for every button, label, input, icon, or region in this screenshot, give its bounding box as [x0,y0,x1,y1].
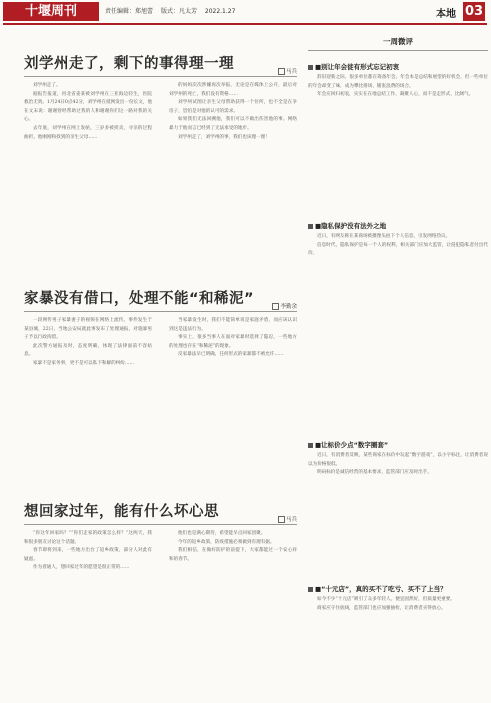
paragraph: 刘学州试图让亲生父母帮助获得一个住所，也不全是在争房子，恐怕是对他的认可的需求。 [169,100,297,114]
title-divider [24,524,297,525]
paragraph: 去年底，刘学州在网上发帖，三岁多被拐卖，寻亲的过程曲折。他刚刚和找到的亲生父母…… [24,125,152,140]
sidebar-section-heading: ■让标价少点“数字圈套” [308,440,488,449]
paragraph: 事实上，很多当事人在面对家暴时选择了隐忍，一些地方的处理也存在“和稀泥”的现象。 [169,335,297,349]
page-number: 03 [464,4,484,19]
paragraph: 刘学州走了。 [33,83,61,88]
paragraph: 据报告报道，河北省姜某被刘学州在三亚海边轻生，医院救治无效。1月24日0点42分，刘学州在抵网发出一份长文，他在文末说：谢谢曾经帮助过我的人和谢谢你们这一路对我的关心。 [24,91,152,123]
paragraph: 年会应回归初衷，实实在在地总结工作、凝聚人心，而不是走形式、比阔气。 [317,92,474,98]
page-header [0,0,491,28]
title-divider [24,76,297,77]
article-right-column [169,317,297,467]
header-rule [3,23,487,25]
article-byline: 李勤余 [272,302,297,310]
paragraph: “你这年回家吗？”“你们走家的政策怎么样？”这两天，我和很多朋友讨论这个话题。 [24,531,152,545]
section-name: 本地 [436,9,456,20]
paragraph: 如今不少“十元店”吸引了众多年轻人。便宜固然好，但质量更重要。 [317,597,455,602]
sidebar-section-heading: ■隐私保护没有法外之地 [308,221,488,230]
paragraph: 我们相信，在做好防护的前提下，大家都能过一个安心祥和的春节。 [169,548,297,562]
article-3 [24,500,297,700]
title-divider [24,311,297,312]
paragraph: 当家暴发生时，我们不能简单说是家庭矛盾，而应该认识到这是违法行为。 [169,318,297,332]
article-2 [24,287,297,477]
sidebar-section-body [308,233,488,259]
article-byline: 马兵 [278,67,297,75]
masthead: 十堰周刊 [3,2,99,21]
sidebar-section-heading: ■“十元店”，真的买不了吃亏、买不了上当？ [308,584,488,593]
sidebar-title: 一周微评 [308,36,488,51]
paragraph: 此次警方通报及时，态度明确，体现了法律面前不容姑息。 [24,343,152,358]
paragraph: 辞旧迎新之际，很多单位都在筹备年会。年会本是总结和展望的好机会，但一些单位的年会却变了味，成为攀比排场、铺张浪费的场合。 [308,75,488,89]
paragraph: 如果我们无法回溯他，我们可以不做出伤害他的事。网络暴力于他而言已经到了无法承受的地步。 [169,117,297,131]
article-1 [24,32,297,222]
paragraph: 春节即将到来，一些地方出台了返乡政策，部分人对此有疑虑。 [24,548,152,562]
article-right-column [169,82,297,217]
paragraph: 近日，有网友称在某商场被摄像头拍下个人信息，引发网络热议。 [317,234,451,239]
sidebar-section-heading: ■别让年会徒有形式忘记初衷 [308,62,488,71]
paragraph: 反家暴法早已明确，任何形式的家暴都不被允许…… [178,352,284,358]
paragraph: 明码标价是诚信经营的基本要求，监管部门应及时出手。 [317,470,432,476]
paragraph: 家暴不是家务事，更不是可以私下和解的纠纷…… [33,360,135,366]
sidebar-section [308,62,488,202]
article-right-column [169,530,297,698]
article-title: 家暴没有借口，处理不能“和稀泥” [24,291,255,307]
article-left-column [24,530,152,698]
issue-date: 2022.1.27 [204,8,236,15]
paragraph: 刘学州走了，刘学州的事，我们也该理一理！ [178,134,270,140]
paragraph: 今年的返乡政策，防疫措施必须做到有理有据。 [178,539,275,545]
article-left-column [24,82,152,217]
sidebar-section-body [308,596,488,613]
paragraph: 近日，有消费者反映，某些商家在标价中玩起“数字游戏”，以小字标注，让消费者误以为价格很低。 [308,453,488,467]
article-byline: 马兵 [278,515,297,523]
article-left-column [24,317,152,467]
article-title: 想回家过年，能有什么坏心思 [24,504,219,520]
paragraph: 他们也是满心期待，希望能早点回家团聚。 [178,531,266,536]
sidebar-section [308,440,488,570]
paragraph: 作为普通人，想回家过年的愿望是很正常的…… [33,565,130,571]
paragraph: 的妈妈次次涉嫌再次举报，无论是在媒体上公开，最后对刘学州的死亡，我们没有资格…… [169,83,297,97]
sidebar-weekly-comments [308,36,488,611]
paragraph: 一段网传男子家暴妻子的视频在网络上流传。事件发生于某县城，22日，当地公安局就此事发布了处理通报，对施暴男子予以行政拘留。 [24,318,152,341]
sidebar-section [308,221,488,341]
sidebar-section-body [308,452,488,478]
paragraph: 商家应守住底线，监管部门也应加强抽检，让消费者买得放心。 [317,605,446,611]
editor-credit: 责任编辑：郑旭蕾 [105,8,154,15]
paragraph: 信息时代，隐私保护是每一个人的权利，相关部门应加大监管，让侵犯隐私者付出代价。 [308,242,488,257]
sidebar-section-body [308,74,488,100]
editorial-info [105,6,241,15]
sidebar-section [308,584,488,694]
designer-credit: 版式：凡太芳 [160,8,197,15]
article-title: 刘学州走了，剩下的事得理一理 [24,56,234,72]
